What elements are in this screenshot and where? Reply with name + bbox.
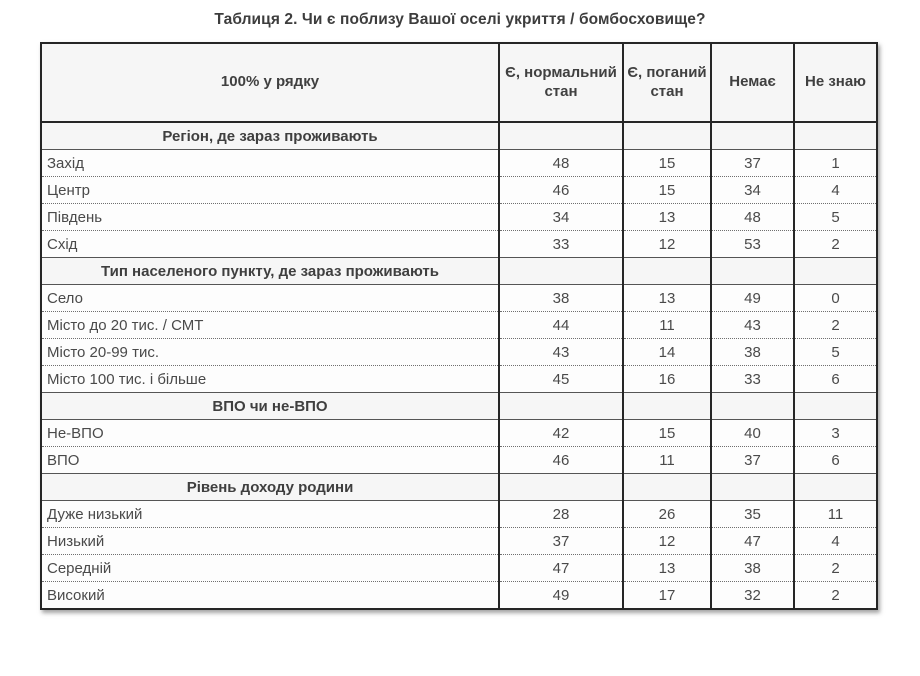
value-cell: 43 xyxy=(711,312,794,339)
section-row xyxy=(41,393,877,420)
section-empty-cell xyxy=(499,393,623,420)
value-cell: 2 xyxy=(794,555,877,582)
table-row xyxy=(41,285,877,312)
row-label-cell: Низький xyxy=(41,528,499,555)
value-cell: 26 xyxy=(623,501,711,528)
row-label-cell: Захід xyxy=(41,150,499,177)
value-cell: 5 xyxy=(794,339,877,366)
table-row xyxy=(41,312,877,339)
section-label: Тип населеного пункту, де зараз проживають xyxy=(41,258,499,285)
section-empty-cell xyxy=(794,122,877,150)
value-cell: 48 xyxy=(711,204,794,231)
section-row xyxy=(41,122,877,150)
value-cell: 46 xyxy=(499,447,623,474)
header-cell-bad-state: Є, поганий стан xyxy=(623,43,711,122)
survey-table xyxy=(40,42,878,610)
row-label-cell: Місто 20-99 тис. xyxy=(41,339,499,366)
value-cell: 45 xyxy=(499,366,623,393)
value-cell: 44 xyxy=(499,312,623,339)
row-label-cell: Високий xyxy=(41,582,499,610)
value-cell: 37 xyxy=(499,528,623,555)
section-empty-cell xyxy=(711,474,794,501)
value-cell: 28 xyxy=(499,501,623,528)
value-cell: 2 xyxy=(794,312,877,339)
value-cell: 34 xyxy=(711,177,794,204)
value-cell: 42 xyxy=(499,420,623,447)
value-cell: 49 xyxy=(499,582,623,610)
section-row xyxy=(41,474,877,501)
value-cell: 43 xyxy=(499,339,623,366)
table-row xyxy=(41,501,877,528)
table-row xyxy=(41,366,877,393)
table-row xyxy=(41,582,877,610)
section-empty-cell xyxy=(499,258,623,285)
value-cell: 11 xyxy=(623,447,711,474)
header-cell-row-label: 100% у рядку xyxy=(41,43,499,122)
value-cell: 13 xyxy=(623,555,711,582)
value-cell: 47 xyxy=(711,528,794,555)
value-cell: 1 xyxy=(794,150,877,177)
value-cell: 48 xyxy=(499,150,623,177)
value-cell: 33 xyxy=(499,231,623,258)
table-row xyxy=(41,420,877,447)
row-label-cell: Схід xyxy=(41,231,499,258)
value-cell: 4 xyxy=(794,528,877,555)
value-cell: 4 xyxy=(794,177,877,204)
value-cell: 3 xyxy=(794,420,877,447)
header-row xyxy=(41,43,877,122)
section-empty-cell xyxy=(623,122,711,150)
section-label: Рівень доходу родини xyxy=(41,474,499,501)
table-body xyxy=(41,122,877,609)
value-cell: 2 xyxy=(794,231,877,258)
value-cell: 38 xyxy=(499,285,623,312)
value-cell: 46 xyxy=(499,177,623,204)
row-label-cell: Дуже низький xyxy=(41,501,499,528)
value-cell: 49 xyxy=(711,285,794,312)
section-label: Регіон, де зараз проживають xyxy=(41,122,499,150)
table-row xyxy=(41,528,877,555)
row-label-cell: Не-ВПО xyxy=(41,420,499,447)
value-cell: 37 xyxy=(711,150,794,177)
row-label-cell: ВПО xyxy=(41,447,499,474)
table-row xyxy=(41,177,877,204)
header-cell-none: Немає xyxy=(711,43,794,122)
row-label-cell: Місто до 20 тис. / СМТ xyxy=(41,312,499,339)
value-cell: 15 xyxy=(623,150,711,177)
section-row xyxy=(41,258,877,285)
value-cell: 14 xyxy=(623,339,711,366)
value-cell: 13 xyxy=(623,204,711,231)
value-cell: 37 xyxy=(711,447,794,474)
section-empty-cell xyxy=(794,393,877,420)
value-cell: 47 xyxy=(499,555,623,582)
value-cell: 15 xyxy=(623,420,711,447)
value-cell: 13 xyxy=(623,285,711,312)
table-row xyxy=(41,150,877,177)
value-cell: 34 xyxy=(499,204,623,231)
page-title: Таблиця 2. Чи є поблизу Вашої оселі укриття / бомбосховище? xyxy=(214,11,706,28)
section-empty-cell xyxy=(623,474,711,501)
value-cell: 40 xyxy=(711,420,794,447)
section-empty-cell xyxy=(794,474,877,501)
table-row xyxy=(41,555,877,582)
row-label-cell: Південь xyxy=(41,204,499,231)
row-label-cell: Центр xyxy=(41,177,499,204)
section-empty-cell xyxy=(499,122,623,150)
value-cell: 0 xyxy=(794,285,877,312)
row-label-cell: Село xyxy=(41,285,499,312)
table-row xyxy=(41,339,877,366)
section-empty-cell xyxy=(623,393,711,420)
section-empty-cell xyxy=(794,258,877,285)
value-cell: 33 xyxy=(711,366,794,393)
value-cell: 2 xyxy=(794,582,877,610)
value-cell: 11 xyxy=(623,312,711,339)
section-empty-cell xyxy=(711,258,794,285)
section-empty-cell xyxy=(623,258,711,285)
value-cell: 35 xyxy=(711,501,794,528)
value-cell: 32 xyxy=(711,582,794,610)
table-row xyxy=(41,447,877,474)
header-cell-normal-state: Є, нормальний стан xyxy=(499,43,623,122)
row-label-cell: Середній xyxy=(41,555,499,582)
value-cell: 12 xyxy=(623,231,711,258)
table-row xyxy=(41,204,877,231)
value-cell: 53 xyxy=(711,231,794,258)
row-label-cell: Місто 100 тис. і більше xyxy=(41,366,499,393)
value-cell: 12 xyxy=(623,528,711,555)
value-cell: 6 xyxy=(794,447,877,474)
section-empty-cell xyxy=(499,474,623,501)
section-empty-cell xyxy=(711,122,794,150)
value-cell: 38 xyxy=(711,555,794,582)
header-cell-dont-know: Не знаю xyxy=(794,43,877,122)
value-cell: 38 xyxy=(711,339,794,366)
value-cell: 6 xyxy=(794,366,877,393)
table-row xyxy=(41,231,877,258)
value-cell: 11 xyxy=(794,501,877,528)
value-cell: 5 xyxy=(794,204,877,231)
section-label: ВПО чи не-ВПО xyxy=(41,393,499,420)
section-empty-cell xyxy=(711,393,794,420)
value-cell: 15 xyxy=(623,177,711,204)
value-cell: 17 xyxy=(623,582,711,610)
value-cell: 16 xyxy=(623,366,711,393)
